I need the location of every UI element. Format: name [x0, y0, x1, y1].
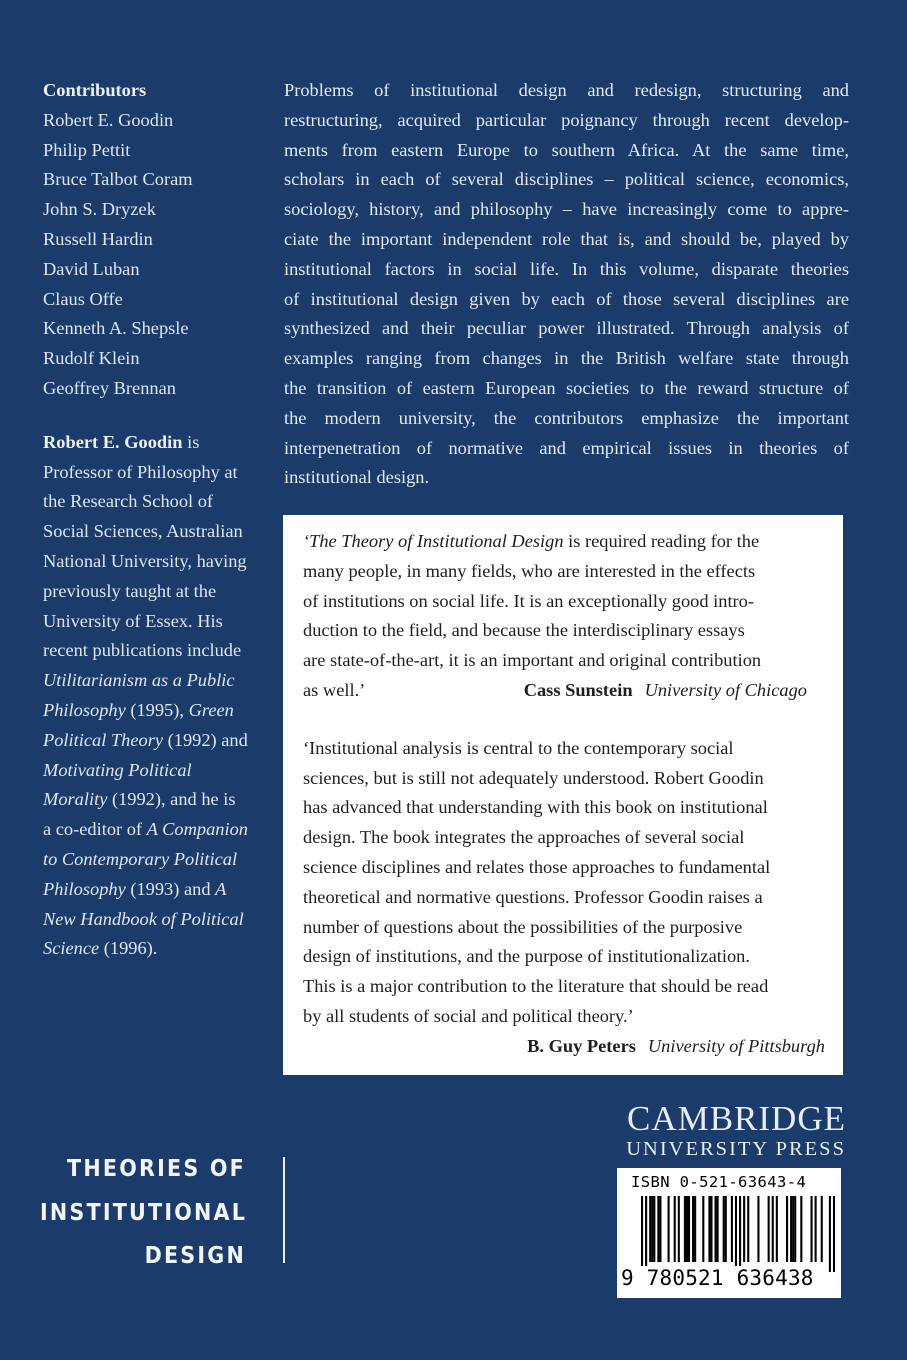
bio-text: (1995), — [125, 699, 189, 720]
barcode-bar — [653, 1196, 655, 1262]
description-line: sociology, history, and philosophy – have increasingly come to appre- — [284, 199, 849, 220]
publisher-subtitle: UNIVERSITY PRESS — [626, 1138, 846, 1160]
barcode-bar — [688, 1196, 690, 1262]
vertical-rule — [283, 1157, 285, 1263]
barcode-bar — [800, 1196, 802, 1262]
barcode-bar — [786, 1196, 788, 1262]
bio-book-title: A New Handbook of Political Science — [43, 878, 244, 959]
description-line: Problems of institutional design and redesign, structuring and — [284, 80, 849, 100]
barcode-bar — [684, 1196, 686, 1262]
quote-line — [303, 527, 823, 557]
contributor-name: Robert E. Goodin — [43, 109, 174, 130]
description-line: interpenetration of normative and empirical issues in theories of — [284, 437, 849, 458]
barcode-number — [621, 1266, 814, 1290]
contributors-heading: Contributors — [43, 80, 147, 100]
barcode-bar — [725, 1196, 727, 1262]
barcode-bar — [708, 1196, 710, 1262]
contributors-list — [43, 106, 248, 404]
quote-attribution — [524, 676, 807, 706]
barcode-bar — [829, 1196, 831, 1272]
barcode-bar — [757, 1196, 759, 1262]
barcode-bar — [815, 1196, 817, 1262]
contributor-name: Philip Pettit — [43, 139, 131, 160]
bio-author-name: Robert E. Goodin — [43, 431, 183, 452]
barcode-bar — [649, 1196, 651, 1262]
barcode-bar — [710, 1196, 712, 1262]
barcode-bar — [790, 1196, 792, 1262]
barcode-bar — [735, 1196, 737, 1272]
barcode-bar — [694, 1196, 696, 1262]
barcode-bar — [747, 1196, 749, 1262]
description-line: of institutional design given by each of those several disciplines are — [284, 288, 849, 309]
quote-author: B. Guy Peters — [527, 1035, 636, 1056]
barcode-bar — [743, 1196, 745, 1262]
barcode-bar — [768, 1196, 770, 1262]
quote-text: is required reading for the — [563, 531, 760, 551]
barcode-bar — [692, 1196, 694, 1262]
bio-book-title: Motivating Political Morality — [43, 759, 192, 810]
description-line: ciate the important independent role that is, and should be, played by — [284, 228, 849, 249]
barcode-bar — [794, 1196, 796, 1262]
contributor-name: Russell Hardin — [43, 228, 153, 249]
barcode-bar — [645, 1196, 647, 1272]
barcode-digits: 9 780521 636438 — [621, 1266, 814, 1290]
description-line: ments from eastern Europe to southern Africa. At the same time, — [284, 139, 849, 160]
quote-attribution — [303, 1032, 825, 1062]
contributor-name: Kenneth A. Shepsle — [43, 318, 189, 339]
contributor-name: John S. Dryzek — [43, 199, 156, 220]
quote-line: theoretical and normative questions. Professor Goodin raises a — [303, 886, 763, 907]
description-line: the modern university, the contributors emphasize the important — [284, 407, 849, 428]
quote-line: of institutions on social life. It is an exceptionally good intro- — [303, 590, 755, 611]
barcode-bar — [833, 1196, 835, 1272]
quote-line: ‘Institutional analysis is central to the contemporary social — [303, 737, 734, 758]
bio-book-title: Green Political Theory — [43, 699, 234, 750]
quote-line: science disciplines and relates those approaches to fundamental — [303, 856, 771, 877]
barcode-bar — [739, 1196, 741, 1272]
description-line: restructuring, acquired particular poignancy through recent develop- — [284, 109, 849, 130]
bio-book-title: A Companion to Contemporary Political Philosophy — [43, 819, 248, 899]
barcode-bar — [702, 1196, 704, 1262]
bio-text: (1996). — [99, 938, 158, 959]
quote-affiliation: University of Pittsburgh — [647, 1035, 825, 1056]
barcode-bar — [810, 1196, 812, 1262]
barcode-bar — [678, 1196, 680, 1262]
bio-book-title: Utilitarianism as a Public Philosophy — [43, 670, 235, 720]
barcode-bar — [723, 1196, 725, 1262]
bio-text: is Professor of Philosophy at the Research School of Social Sciences, Australian National University, having previously taught at the University of Essex. His recent publications include — [43, 431, 247, 661]
quote-line: are state-of-the-art, it is an important and original contribution — [303, 650, 762, 671]
barcode-bar — [776, 1196, 778, 1262]
description-line: the transition of eastern European societies to the reward structure of — [284, 377, 849, 398]
quote-book-title: ‘The Theory of Institutional Design — [303, 531, 564, 551]
barcode-bar — [659, 1196, 661, 1262]
author-bio — [43, 428, 248, 964]
description-line: institutional factors in social life. In this volume, disparate theories — [284, 258, 849, 279]
description-line: institutional design. — [284, 467, 430, 488]
series-title-line: DESIGN — [144, 1243, 246, 1269]
quote-affiliation: University of Chicago — [644, 679, 807, 700]
barcode-bar — [686, 1196, 688, 1262]
bio-text: (1992) and — [163, 729, 248, 750]
review-quote-peters — [303, 734, 823, 1062]
barcode-bar — [772, 1196, 774, 1262]
quote-last-line — [303, 676, 823, 706]
contributor-name: David Luban — [43, 258, 140, 279]
barcode-bar — [668, 1196, 670, 1262]
bio-text: (1992), and he is a co-editor of — [43, 789, 236, 840]
quote-line: This is a major contribution to the literature that should be read — [303, 976, 769, 997]
description-line: scholars in each of several disciplines – political science, economics, — [284, 169, 849, 190]
quote-author: Cass Sunstein — [523, 679, 633, 700]
barcode-bar — [715, 1196, 717, 1262]
barcode-bar — [674, 1196, 676, 1262]
series-title — [40, 1148, 246, 1279]
book-description — [284, 76, 849, 493]
barcode-bars — [641, 1196, 835, 1272]
quote-line: by all students of social and political theory.’ — [303, 1005, 634, 1026]
barcode-panel — [617, 1168, 841, 1298]
description-line: synthesized and their peculiar power illustrated. Through analysis of — [284, 318, 849, 339]
description-line: examples ranging from changes in the British welfare state through — [284, 348, 849, 369]
series-title-line: THEORIES OF — [67, 1156, 246, 1182]
barcode-bar — [792, 1196, 794, 1262]
barcode-bar — [657, 1196, 659, 1262]
quote-line: number of questions about the possibilities of the purposive — [303, 916, 743, 937]
quote-line: design. The book integrates the approaches of several social — [303, 827, 745, 848]
isbn-label: ISBN 0-521-63643-4 — [631, 1173, 807, 1191]
contributor-name: Rudolf Klein — [43, 348, 140, 369]
publisher-logo — [606, 1100, 846, 1160]
quote-line: has advanced that understanding with this book on institutional — [303, 797, 768, 818]
barcode-bar — [717, 1196, 719, 1262]
series-title-line: INSTITUTIONAL — [40, 1199, 248, 1226]
quote-line: many people, in many fields, who are interested in the effects — [303, 560, 756, 581]
barcode-bar — [641, 1196, 643, 1272]
quote-line: sciences, but is still not adequately understood. Robert Goodin — [303, 767, 764, 788]
contributor-name: Bruce Talbot Coram — [43, 169, 193, 190]
left-column — [43, 76, 248, 964]
publisher-name: CAMBRIDGE — [626, 1099, 846, 1138]
contributor-name: Geoffrey Brennan — [43, 377, 176, 398]
bio-text: (1993) and — [125, 878, 216, 899]
contributor-name: Claus Offe — [43, 288, 123, 309]
review-quotes-box — [283, 515, 843, 1075]
quote-line: design of institutions, and the purpose of institutionalization. — [303, 946, 750, 967]
quote-line: duction to the field, and because the interdisciplinary essays — [303, 620, 745, 641]
barcode-bar — [651, 1196, 653, 1262]
barcode-bar — [821, 1196, 823, 1262]
quote-text: as well.’ — [303, 679, 366, 700]
review-quote-sunstein — [303, 527, 823, 706]
barcode-bar — [731, 1196, 733, 1262]
